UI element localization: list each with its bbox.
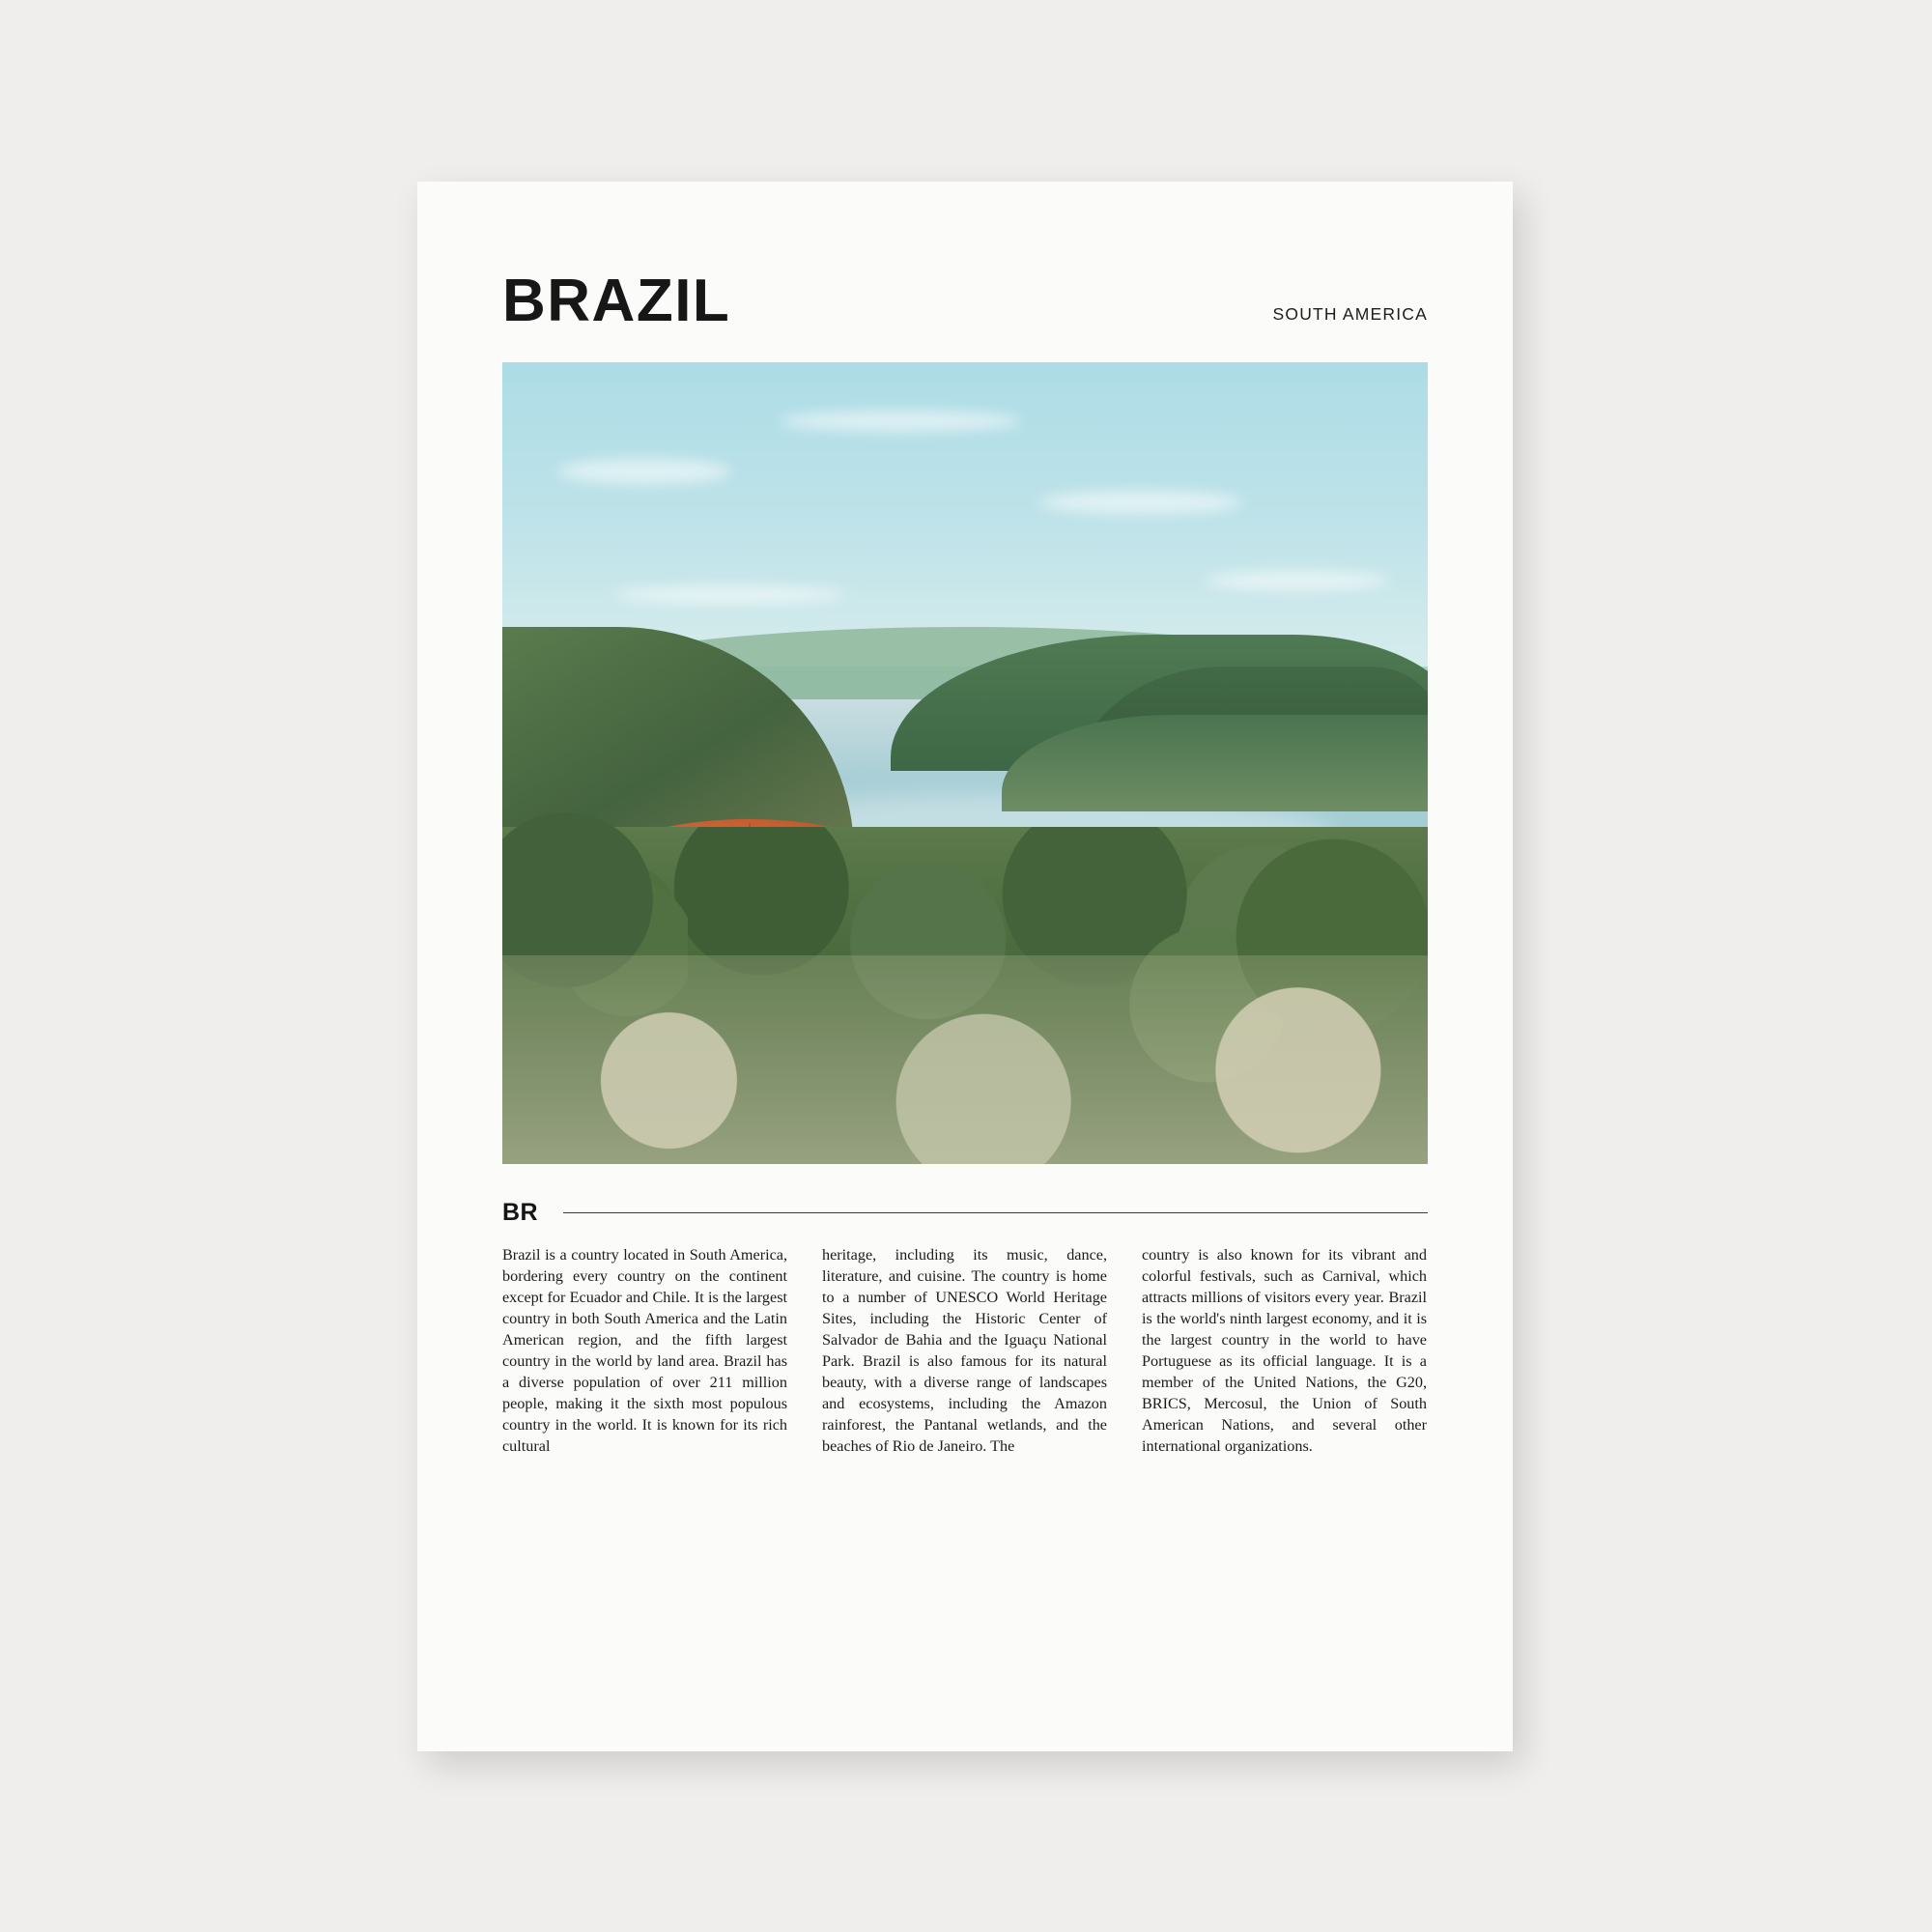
- region-label: SOUTH AMERICA: [1272, 303, 1428, 324]
- photo-illustration: [502, 362, 1428, 1164]
- travel-poster: [417, 182, 1513, 1751]
- body-column-2: heritage, including its music, dance, literature, and cuisine. The country is home to a number of UNESCO World Heritage Sites, including the Historic Center of Salvador de Bahia and the Iguaçu National Park. Brazil is also famous for its natural beauty, with a diverse range of landscapes and ecosystems, including the Amazon rainforest, the Pantanal wetlands, and the beaches of Rio de Janeiro. The: [822, 1246, 1107, 1456]
- pale-foliage-band: [502, 955, 1428, 1164]
- body-column-3: country is also known for its vibrant and colorful festivals, such as Carnival, which attracts millions of visitors every year. Brazil is the world's ninth largest economy, and it is the largest country in the world to have Portuguese as its official language. It is a member of the United Nations, the G20, BRICS, Mercosul, the Union of South American Nations, and several other international organizations.: [1142, 1246, 1427, 1456]
- poster-header: [502, 268, 1428, 334]
- country-code: BR: [502, 1199, 539, 1226]
- cloud-shape: [1039, 491, 1242, 514]
- cloud-shape: [1206, 571, 1389, 590]
- sky-layer: [502, 362, 1428, 667]
- cloud-shape: [557, 459, 731, 484]
- poster-photograph: [502, 362, 1428, 1164]
- country-code-row: [502, 1199, 1428, 1227]
- cloud-shape: [780, 411, 1021, 432]
- page-title: BRAZIL: [502, 268, 731, 334]
- body-column-1: Brazil is a country located in South America, bordering every country on the continent except for Ecuador and Chile. It is the largest country in both South America and the Latin American region, and the fifth largest country in the world by land area. Brazil has a diverse population of over 211 million people, making it the sixth most populous country in the world. It is known for its rich cultural: [502, 1246, 787, 1456]
- horizontal-rule: [563, 1212, 1428, 1213]
- body-text-columns: [502, 1244, 1428, 1457]
